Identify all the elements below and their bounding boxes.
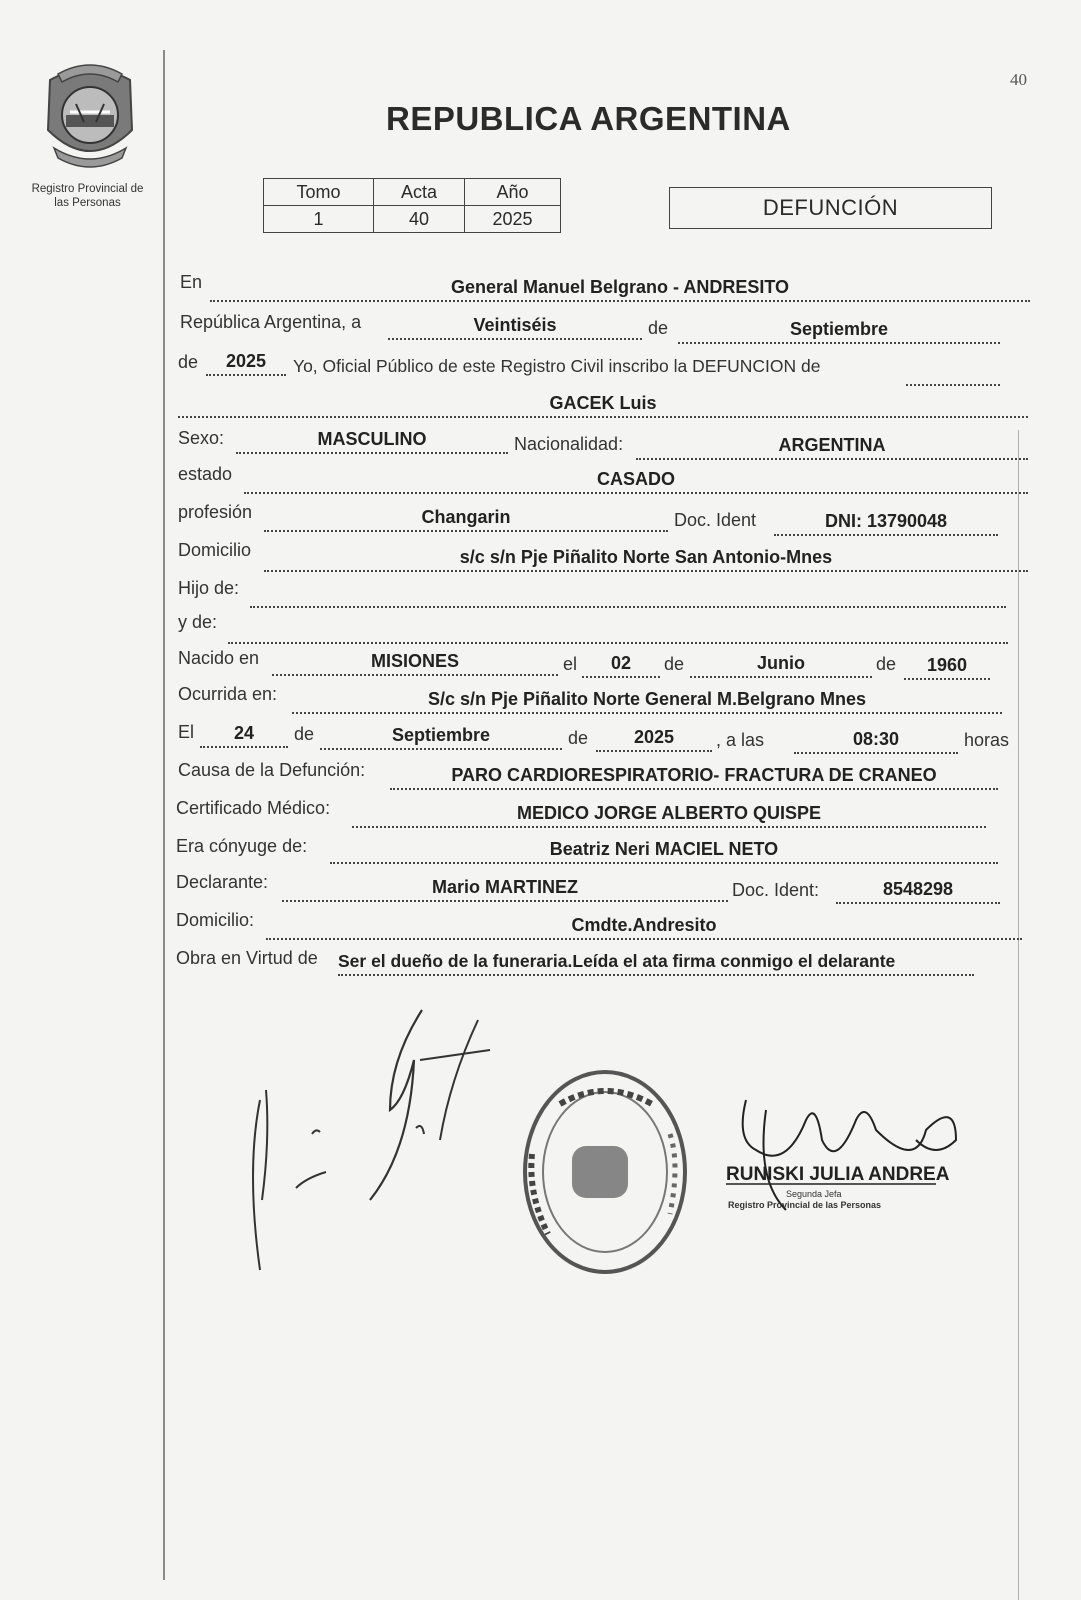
field-ocurrida-en: S/c s/n Pje Piñalito Norte General M.Belgrano Mnes (292, 688, 1002, 714)
field-causa: PARO CARDIORESPIRATORIO- FRACTURA DE CRANEO (390, 764, 998, 790)
value-anio: 2025 (465, 206, 561, 233)
provincial-seal-icon (40, 60, 140, 168)
field-estado: CASADO (244, 468, 1028, 494)
official-org: Registro Provincial de las Personas (728, 1200, 882, 1210)
label-doc-ident-2: Doc. Ident: (732, 880, 820, 900)
field-declarante: Mario MARTINEZ (282, 876, 728, 902)
round-official-stamp-icon (520, 1064, 690, 1284)
field-conyuge: Beatriz Neri MACIEL NETO (330, 838, 998, 864)
official-signature-icon (726, 1080, 976, 1230)
label-profesion: profesión (178, 502, 253, 522)
field-nac-mes: Junio (690, 652, 872, 678)
field-obra: Ser el dueño de la funeraria.Leída el ata firma conmigo el delarante (338, 950, 974, 976)
label-doc-ident: Doc. Ident (674, 510, 757, 530)
table-value-row (264, 206, 561, 233)
label-hijo-de: Hijo de: (178, 578, 240, 598)
value-tomo: 1 (264, 206, 374, 233)
label-sexo: Sexo: (178, 428, 225, 448)
label-nacionalidad: Nacionalidad: (514, 434, 624, 454)
tomo-acta-anio-table (263, 178, 561, 233)
field-nombre: GACEK Luis (178, 392, 1028, 418)
label-el-2: El (178, 722, 195, 742)
label-certificado: Certificado Médico: (176, 798, 331, 818)
field-def-mes: Septiembre (320, 724, 562, 750)
label-de-4: de (876, 654, 897, 674)
label-estado: estado (178, 464, 233, 484)
label-y-de: y de: (178, 612, 218, 632)
field-anio: 2025 (206, 350, 286, 376)
document-type-box: DEFUNCIÓN (669, 187, 992, 229)
field-nac-dia: 02 (582, 652, 660, 678)
label-de-6: de (568, 728, 589, 748)
field-continuation (906, 360, 1000, 386)
header-tomo: Tomo (264, 179, 374, 206)
field-domicilio-2: Cmdte.Andresito (266, 914, 1022, 940)
label-nacido-en: Nacido en (178, 648, 260, 668)
official-name: RUNISKI JULIA ANDREA (726, 1164, 950, 1185)
field-y-de (228, 618, 1008, 644)
field-sexo: MASCULINO (236, 428, 508, 454)
field-certificado: MEDICO JORGE ALBERTO QUISPE (352, 802, 986, 828)
header-acta: Acta (374, 179, 465, 206)
field-hijo-de (250, 582, 1006, 608)
label-en: En (180, 272, 203, 292)
label-de-2: de (178, 352, 199, 372)
label-conyuge: Era cónyuge de: (176, 836, 308, 856)
field-profesion: Changarin (264, 506, 668, 532)
left-margin-rule (163, 50, 165, 1580)
field-def-anio: 2025 (596, 726, 712, 752)
label-de-5: de (294, 724, 315, 744)
field-declarante-doc: 8548298 (836, 878, 1000, 904)
label-causa: Causa de la Defunción: (178, 760, 366, 780)
registro-line-2: las Personas (54, 197, 121, 209)
page-title: REPUBLICA ARGENTINA (386, 100, 791, 137)
label-ocurrida-en: Ocurrida en: (178, 684, 278, 704)
label-de-3: de (664, 654, 685, 674)
field-doc-ident: DNI: 13790048 (774, 510, 998, 536)
field-mes: Septiembre (678, 318, 1000, 344)
label-obra: Obra en Virtud de (176, 948, 318, 968)
field-nacionalidad: ARGENTINA (636, 434, 1028, 460)
label-republica: República Argentina, a (180, 312, 362, 332)
field-nacido-en: MISIONES (272, 650, 558, 676)
field-def-hora: 08:30 (794, 728, 958, 754)
field-domicilio: s/c s/n Pje Piñalito Norte San Antonio-Mnes (264, 546, 1028, 572)
label-yo: Yo, Oficial Público de este Registro Civil inscribo la DEFUNCION de (293, 356, 821, 376)
label-de-1: de (648, 318, 669, 338)
table-header-row (264, 179, 561, 206)
right-margin-rule (1018, 430, 1019, 1600)
registro-provincial-label (10, 182, 165, 210)
registro-line-1: Registro Provincial de (31, 183, 144, 195)
label-el: el (563, 654, 578, 674)
official-role: Segunda Jefa (786, 1189, 842, 1199)
label-a-las: , a las (716, 730, 765, 750)
declarant-signature-icon (240, 1000, 500, 1280)
label-domicilio-2: Domicilio: (176, 910, 255, 930)
value-acta: 40 (374, 206, 465, 233)
header-anio: Año (465, 179, 561, 206)
label-declarante: Declarante: (176, 872, 269, 892)
label-horas: horas (964, 730, 1010, 750)
field-def-dia: 24 (200, 722, 288, 748)
field-nac-anio: 1960 (904, 654, 990, 680)
field-lugar: General Manuel Belgrano - ANDRESITO (210, 276, 1030, 302)
page-number: 40 (1010, 70, 1027, 89)
field-dia: Veintiséis (388, 314, 642, 340)
label-domicilio: Domicilio (178, 540, 252, 560)
